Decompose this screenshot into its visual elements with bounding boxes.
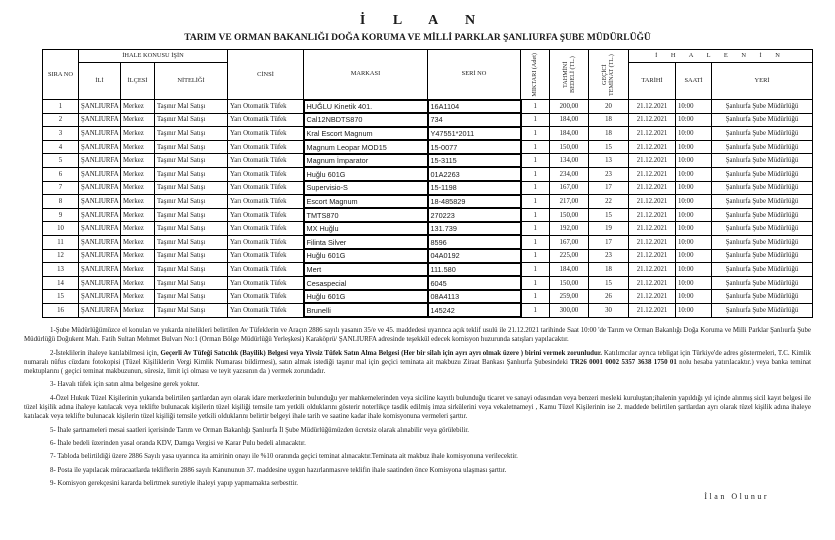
cell-miktari: 1: [521, 167, 550, 181]
cell-ilcesi: Merkez: [121, 181, 155, 195]
cell-cinsi: Yarı Otomatik Tüfek: [228, 113, 304, 127]
cell-ili: ŞANLIURFA: [79, 208, 121, 222]
cell-seri_no: 18-485829: [428, 195, 521, 209]
cell-sira_no: 5: [43, 154, 79, 168]
cell-gecici_teminat: 15: [589, 276, 629, 290]
cell-seri_no: 08A4113: [428, 290, 521, 304]
cell-miktari: 1: [521, 276, 550, 290]
cell-ili: ŞANLIURFA: [79, 154, 121, 168]
cell-miktari: 1: [521, 195, 550, 209]
note-1: [24, 326, 811, 345]
cell-tahmini_bedeli: 184,00: [550, 113, 589, 127]
cell-gecici_teminat: 20: [589, 100, 629, 114]
note-6: [24, 439, 811, 448]
cell-niteligi: Taşınır Mal Satışı: [155, 113, 228, 127]
cell-miktari: 1: [521, 154, 550, 168]
cell-yeri: Şanlıurfa Şube Müdürlüğü: [712, 249, 813, 263]
cell-markasi: Magnum İmparator: [304, 154, 428, 168]
cell-seri_no: 111.580: [428, 263, 521, 277]
cell-markasi: Kral Escort Magnum: [304, 127, 428, 141]
cell-seri_no: 131.739: [428, 222, 521, 236]
cell-miktari: 1: [521, 100, 550, 114]
cell-saati: 10:00: [676, 100, 712, 114]
cell-seri_no: 16A1104: [428, 100, 521, 114]
cell-markasi: Huğlu 601G: [304, 290, 428, 304]
cell-seri_no: 6045: [428, 276, 521, 290]
cell-tarihi: 21.12.2021: [629, 140, 676, 154]
cell-markasi: Huğlu 601G: [304, 167, 428, 181]
cell-cinsi: Yarı Otomatik Tüfek: [228, 154, 304, 168]
cell-cinsi: Yarı Otomatik Tüfek: [228, 140, 304, 154]
col-header-niteligi: NİTELİĞİ: [155, 63, 228, 100]
cell-ili: ŞANLIURFA: [79, 127, 121, 141]
cell-tahmini_bedeli: 300,00: [550, 303, 589, 317]
note-text: 3- Havalı tüfek için satın alma belgesine gerek yoktur.: [50, 381, 200, 389]
cell-gecici_teminat: 23: [589, 249, 629, 263]
cell-saati: 10:00: [676, 127, 712, 141]
col-group-ihale-konusu: İHALE KONUSU İŞİN: [79, 50, 228, 63]
cell-tahmini_bedeli: 259,00: [550, 290, 589, 304]
cell-yeri: Şanlıurfa Şube Müdürlüğü: [712, 113, 813, 127]
table-row: [43, 100, 813, 114]
table-row: [43, 208, 813, 222]
note-text: 8- Posta ile yapılacak müracaatlarda tekliflerin 2886 sayılı Kanununun 37. maddesine uygun hazırlanmasıve teklifin ihale saatinden önce Komisyona ulaşması şarttır.: [50, 466, 507, 474]
cell-miktari: 1: [521, 208, 550, 222]
cell-ili: ŞANLIURFA: [79, 249, 121, 263]
cell-cinsi: Yarı Otomatik Tüfek: [228, 100, 304, 114]
note-text: 1-Şube Müdürlüğümüzce el konulan ve yukarda nitelikleri belirtilen Av Tüfeklerin ve Araçın 2886 sayılı yasanın 35/e ve 45. maddedesi uyarınca açık teklif usulü ile 21.12.2021 tarihinde Saat 10:00 'de Tarım ve Orman Bakanlığı Doğa Koruma ve Milli Parklar Şanlıurfa Şube Müdürlüğü Doğukent Mah. Fatih Sultan Mehmet Bulvarı No:1 (Orman Bölge Müdürlüğü Yerleşkesi) Karaköprü/ ŞANLIURFA adresinde teşekkül edecek komisyon huzurunda satışları yapılacaktır.: [24, 327, 811, 344]
table-header: [43, 50, 813, 100]
cell-niteligi: Taşınır Mal Satışı: [155, 127, 228, 141]
cell-saati: 10:00: [676, 303, 712, 317]
cell-ili: ŞANLIURFA: [79, 181, 121, 195]
cell-tarihi: 21.12.2021: [629, 208, 676, 222]
cell-niteligi: Taşınır Mal Satışı: [155, 276, 228, 290]
cell-miktari: 1: [521, 263, 550, 277]
table-row: [43, 195, 813, 209]
cell-saati: 10:00: [676, 263, 712, 277]
cell-ili: ŞANLIURFA: [79, 276, 121, 290]
cell-gecici_teminat: 18: [589, 113, 629, 127]
note-text: Katılımcılar ayrıca tebligat için Türkiye'de adres göstermeleri, T.C. Kimlik numaralı nüfus cüzdanı fotokopisi (Tüzel Kişiliklerin Vergi Kimlik Numarası bildirmesi), satın almak istediği taşınır mal için geçici teminata ait makbuzu Ziraat Bankası Şanlıurfa Şubesindeki: [24, 349, 811, 366]
cell-seri_no: Y47551*2011: [428, 127, 521, 141]
cell-markasi: Escort Magnum: [304, 195, 428, 209]
cell-sira_no: 6: [43, 167, 79, 181]
cell-sira_no: 1: [43, 100, 79, 114]
cell-tahmini_bedeli: 200,00: [550, 100, 589, 114]
cell-sira_no: 8: [43, 195, 79, 209]
cell-yeri: Şanlıurfa Şube Müdürlüğü: [712, 140, 813, 154]
cell-ilcesi: Merkez: [121, 195, 155, 209]
cell-tarihi: 21.12.2021: [629, 113, 676, 127]
cell-gecici_teminat: 15: [589, 140, 629, 154]
note-text: 2-İsteklilerin ihaleye katılabilmesi için,: [50, 349, 161, 357]
cell-cinsi: Yarı Otomatik Tüfek: [228, 181, 304, 195]
note-text: 6- İhale bedeli üzerinden yasal oranda KDV, Damga Vergisi ve Karar Pulu bedeli alınacaktır.: [50, 439, 306, 447]
cell-niteligi: Taşınır Mal Satışı: [155, 140, 228, 154]
cell-yeri: Şanlıurfa Şube Müdürlüğü: [712, 235, 813, 249]
cell-ilcesi: Merkez: [121, 154, 155, 168]
cell-miktari: 1: [521, 113, 550, 127]
cell-markasi: Cal12NBDTS870: [304, 113, 428, 127]
cell-ili: ŞANLIURFA: [79, 303, 121, 317]
cell-tarihi: 21.12.2021: [629, 303, 676, 317]
cell-yeri: Şanlıurfa Şube Müdürlüğü: [712, 127, 813, 141]
closing-statement: İlan Olunur: [704, 492, 769, 502]
cell-gecici_teminat: 23: [589, 167, 629, 181]
cell-niteligi: Taşınır Mal Satışı: [155, 263, 228, 277]
cell-saati: 10:00: [676, 181, 712, 195]
cell-tarihi: 21.12.2021: [629, 181, 676, 195]
cell-sira_no: 2: [43, 113, 79, 127]
cell-tarihi: 21.12.2021: [629, 263, 676, 277]
cell-yeri: Şanlıurfa Şube Müdürlüğü: [712, 181, 813, 195]
cell-markasi: Magnum Leopar MOD15: [304, 140, 428, 154]
cell-ilcesi: Merkez: [121, 263, 155, 277]
cell-tahmini_bedeli: 234,00: [550, 167, 589, 181]
cell-gecici_teminat: 18: [589, 127, 629, 141]
cell-seri_no: 734: [428, 113, 521, 127]
miktari-vertical-label: MIKTARI (Adet): [531, 52, 539, 97]
cell-yeri: Şanlıurfa Şube Müdürlüğü: [712, 208, 813, 222]
table-row: [43, 113, 813, 127]
cell-yeri: Şanlıurfa Şube Müdürlüğü: [712, 303, 813, 317]
cell-ilcesi: Merkez: [121, 167, 155, 181]
cell-yeri: Şanlıurfa Şube Müdürlüğü: [712, 276, 813, 290]
cell-ili: ŞANLIURFA: [79, 113, 121, 127]
cell-ilcesi: Merkez: [121, 208, 155, 222]
cell-saati: 10:00: [676, 113, 712, 127]
cell-ilcesi: Merkez: [121, 100, 155, 114]
cell-tahmini_bedeli: 192,00: [550, 222, 589, 236]
cell-gecici_teminat: 17: [589, 181, 629, 195]
cell-gecici_teminat: 13: [589, 154, 629, 168]
cell-miktari: 1: [521, 140, 550, 154]
cell-niteligi: Taşınır Mal Satışı: [155, 249, 228, 263]
cell-gecici_teminat: 17: [589, 235, 629, 249]
cell-markasi: Filinta Silver: [304, 235, 428, 249]
note-text: 4-Özel Hukuk Tüzel Kişilerinin yukarıda belirtilen şartlardan ayrı olarak idare merkezlerinin bulunduğu yer mahkemelerinden veya siciline kayıtlı bulunduğu ticaret ve sanayi odasından veya benzeri mesleki kuruluştan;ihalenin yapıldığı yıl içinde alınmış sicil kayıt belgesi ile tüzel kişilik adına ihaleye katılacak veya teklifte bulunacak kişilerin tüzel kişiliği temsile tam yetkili olduklarını gösterir noterlikçe tasdik edilmiş imza sirkülerini veya vekaletnameyi , Kamu Tüzel Kişilerinin ise 2. maddede belirtilen şartlardan ayrı olarak tüzel kişilik adına ihaleye katılacak veya teklifte bulunacak kişilerin tüzel kişiliği temsile yetkili olduklarını belirtir belgeyi ihale tarih ve saatine kadar ihale komisyonuna vermeleri şarttır.: [24, 394, 811, 421]
cell-seri_no: 8596: [428, 235, 521, 249]
page-subtitle: TARIM VE ORMAN BAKANLIĞI DOĞA KORUMA VE MİLLİ PARKLAR ŞANLIURFA ŞUBE MÜDÜRLÜĞÜ: [184, 33, 651, 43]
note-bold-text: Geçerli Av Tüfeği Satıcılık (Bayilik) Belgesi veya Yivsiz Tüfek Satın Alma Belgesi (Her bir silah için ayrı ayrı olmak üzere ) birini vermek zorunludur.: [160, 349, 602, 357]
cell-tarihi: 21.12.2021: [629, 235, 676, 249]
cell-cinsi: Yarı Otomatik Tüfek: [228, 127, 304, 141]
cell-ilcesi: Merkez: [121, 127, 155, 141]
cell-sira_no: 15: [43, 290, 79, 304]
cell-niteligi: Taşınır Mal Satışı: [155, 222, 228, 236]
cell-seri_no: 15-3115: [428, 154, 521, 168]
cell-tahmini_bedeli: 184,00: [550, 127, 589, 141]
table-row: [43, 181, 813, 195]
cell-ili: ŞANLIURFA: [79, 235, 121, 249]
cell-yeri: Şanlıurfa Şube Müdürlüğü: [712, 290, 813, 304]
cell-sira_no: 14: [43, 276, 79, 290]
cell-saati: 10:00: [676, 235, 712, 249]
cell-saati: 10:00: [676, 276, 712, 290]
cell-ilcesi: Merkez: [121, 249, 155, 263]
page-title: İ L A N: [359, 13, 488, 28]
gecici-vertical-label: GEÇİCİ TEMİNAT (TL.): [601, 53, 616, 96]
note-4: [24, 394, 811, 422]
cell-sira_no: 13: [43, 263, 79, 277]
cell-yeri: Şanlıurfa Şube Müdürlüğü: [712, 222, 813, 236]
cell-niteligi: Taşınır Mal Satışı: [155, 100, 228, 114]
cell-saati: 10:00: [676, 290, 712, 304]
cell-miktari: 1: [521, 303, 550, 317]
col-header-sira-no: SIRA NO: [43, 50, 79, 100]
cell-gecici_teminat: 26: [589, 290, 629, 304]
cell-saati: 10:00: [676, 249, 712, 263]
note-text: 9- Komisyon gerekçesini kararda belirtmek suretiyle ihaleyi yapıp yapmamakta serbesttir.: [50, 479, 298, 487]
cell-niteligi: Taşınır Mal Satışı: [155, 154, 228, 168]
cell-tarihi: 21.12.2021: [629, 127, 676, 141]
col-header-saati: SAATİ: [676, 63, 712, 100]
cell-sira_no: 12: [43, 249, 79, 263]
cell-gecici_teminat: 19: [589, 222, 629, 236]
cell-ilcesi: Merkez: [121, 290, 155, 304]
cell-markasi: Huğlu 601G: [304, 249, 428, 263]
cell-gecici_teminat: 22: [589, 195, 629, 209]
cell-tahmini_bedeli: 150,00: [550, 208, 589, 222]
cell-markasi: MX Huğlu: [304, 222, 428, 236]
cell-ili: ŞANLIURFA: [79, 290, 121, 304]
cell-cinsi: Yarı Otomatik Tüfek: [228, 276, 304, 290]
cell-ilcesi: Merkez: [121, 235, 155, 249]
cell-yeri: Şanlıurfa Şube Müdürlüğü: [712, 154, 813, 168]
cell-yeri: Şanlıurfa Şube Müdürlüğü: [712, 195, 813, 209]
cell-cinsi: Yarı Otomatik Tüfek: [228, 249, 304, 263]
note-8: [24, 466, 811, 475]
table-row: [43, 263, 813, 277]
cell-tahmini_bedeli: 150,00: [550, 140, 589, 154]
cell-miktari: 1: [521, 222, 550, 236]
cell-cinsi: Yarı Otomatik Tüfek: [228, 235, 304, 249]
cell-yeri: Şanlıurfa Şube Müdürlüğü: [712, 167, 813, 181]
note-7: [24, 452, 811, 461]
cell-markasi: Brunelli: [304, 303, 428, 317]
note-2: [24, 349, 811, 377]
table-row: [43, 167, 813, 181]
table-row: [43, 249, 813, 263]
col-header-markasi: MARKASI: [304, 50, 428, 100]
note-text: 5- İhale şartnameleri mesai saatleri içerisinde Tarım ve Orman Bakanlığı Şanlıurfa İl Şube Müdürlüğümüzden ücretsiz olarak alınabilir veya görülebilir.: [50, 426, 470, 434]
cell-tahmini_bedeli: 217,00: [550, 195, 589, 209]
cell-ilcesi: Merkez: [121, 222, 155, 236]
cell-yeri: Şanlıurfa Şube Müdürlüğü: [712, 263, 813, 277]
cell-cinsi: Yarı Otomatik Tüfek: [228, 195, 304, 209]
cell-ilcesi: Merkez: [121, 140, 155, 154]
table-row: [43, 235, 813, 249]
cell-ilcesi: Merkez: [121, 276, 155, 290]
cell-tahmini_bedeli: 167,00: [550, 235, 589, 249]
auction-table: [42, 49, 813, 318]
note-3: [24, 380, 811, 389]
cell-seri_no: 15-0077: [428, 140, 521, 154]
table-row: [43, 140, 813, 154]
cell-miktari: 1: [521, 290, 550, 304]
cell-niteligi: Taşınır Mal Satışı: [155, 195, 228, 209]
cell-sira_no: 9: [43, 208, 79, 222]
cell-saati: 10:00: [676, 167, 712, 181]
cell-yeri: Şanlıurfa Şube Müdürlüğü: [712, 100, 813, 114]
cell-seri_no: 270223: [428, 208, 521, 222]
cell-markasi: Mert: [304, 263, 428, 277]
cell-niteligi: Taşınır Mal Satışı: [155, 290, 228, 304]
table-row: [43, 154, 813, 168]
cell-tahmini_bedeli: 134,00: [550, 154, 589, 168]
cell-markasi: TMTS870: [304, 208, 428, 222]
cell-sira_no: 3: [43, 127, 79, 141]
note-text: nolu hesaba yatırılacaktır.) veya banka teminat mektuplarını ( geçici teminat makbuzunun, süresiz, limit içi olması ve teyit yazısının da ) vermek zorundadır.: [24, 358, 811, 376]
cell-cinsi: Yarı Otomatik Tüfek: [228, 222, 304, 236]
cell-sira_no: 11: [43, 235, 79, 249]
col-header-yeri: YERİ: [712, 63, 813, 100]
cell-gecici_teminat: 18: [589, 263, 629, 277]
cell-cinsi: Yarı Otomatik Tüfek: [228, 303, 304, 317]
cell-cinsi: Yarı Otomatik Tüfek: [228, 167, 304, 181]
table-row: [43, 276, 813, 290]
cell-saati: 10:00: [676, 208, 712, 222]
cell-tarihi: 21.12.2021: [629, 290, 676, 304]
cell-miktari: 1: [521, 181, 550, 195]
cell-ili: ŞANLIURFA: [79, 100, 121, 114]
cell-tarihi: 21.12.2021: [629, 195, 676, 209]
cell-sira_no: 4: [43, 140, 79, 154]
cell-tarihi: 21.12.2021: [629, 222, 676, 236]
col-header-tahmini-bedeli: [550, 50, 589, 100]
cell-ilcesi: Merkez: [121, 113, 155, 127]
notes: [24, 326, 811, 488]
cell-seri_no: 04A0192: [428, 249, 521, 263]
cell-ili: ŞANLIURFA: [79, 167, 121, 181]
cell-tarihi: 21.12.2021: [629, 167, 676, 181]
cell-markasi: Cesaspecial: [304, 276, 428, 290]
col-header-seri-no: SERİ NO: [428, 50, 521, 100]
note-5: [24, 426, 811, 435]
note-bold-text: TR26 0001 0002 5357 3638 1750 01: [570, 358, 677, 366]
col-header-gecici-teminat: [589, 50, 629, 100]
col-header-miktari: [521, 50, 550, 100]
cell-tahmini_bedeli: 150,00: [550, 276, 589, 290]
col-header-ilcesi: İLÇESİ: [121, 63, 155, 100]
cell-tahmini_bedeli: 167,00: [550, 181, 589, 195]
cell-seri_no: 145242: [428, 303, 521, 317]
col-header-tarihi: TARİHİ: [629, 63, 676, 100]
cell-tarihi: 21.12.2021: [629, 100, 676, 114]
cell-markasi: Supervisio-S: [304, 181, 428, 195]
cell-sira_no: 7: [43, 181, 79, 195]
cell-ili: ŞANLIURFA: [79, 195, 121, 209]
cell-seri_no: 15-1198: [428, 181, 521, 195]
cell-tarihi: 21.12.2021: [629, 249, 676, 263]
cell-saati: 10:00: [676, 222, 712, 236]
table-row: [43, 222, 813, 236]
cell-gecici_teminat: 15: [589, 208, 629, 222]
cell-sira_no: 10: [43, 222, 79, 236]
cell-cinsi: Yarı Otomatik Tüfek: [228, 290, 304, 304]
table-row: [43, 290, 813, 304]
cell-seri_no: 01A2263: [428, 167, 521, 181]
col-header-cinsi: CİNSİ: [228, 50, 304, 100]
cell-niteligi: Taşınır Mal Satışı: [155, 167, 228, 181]
cell-sira_no: 16: [43, 303, 79, 317]
cell-ili: ŞANLIURFA: [79, 222, 121, 236]
note-9: [24, 479, 811, 488]
cell-tarihi: 21.12.2021: [629, 154, 676, 168]
tahmini-vertical-label: TAHMİNİ BEDELİ (TL.): [561, 56, 576, 93]
cell-ili: ŞANLIURFA: [79, 263, 121, 277]
table-body: [43, 100, 813, 318]
table-row: [43, 303, 813, 317]
cell-cinsi: Yarı Otomatik Tüfek: [228, 208, 304, 222]
cell-saati: 10:00: [676, 195, 712, 209]
cell-niteligi: Taşınır Mal Satışı: [155, 303, 228, 317]
cell-markasi: HUĞLU Kinetik 401.: [304, 100, 428, 114]
table-row: [43, 127, 813, 141]
cell-ili: ŞANLIURFA: [79, 140, 121, 154]
cell-niteligi: Taşınır Mal Satışı: [155, 208, 228, 222]
cell-miktari: 1: [521, 249, 550, 263]
cell-ilcesi: Merkez: [121, 303, 155, 317]
cell-saati: 10:00: [676, 140, 712, 154]
cell-niteligi: Taşınır Mal Satışı: [155, 235, 228, 249]
cell-tahmini_bedeli: 225,00: [550, 249, 589, 263]
cell-niteligi: Taşınır Mal Satışı: [155, 181, 228, 195]
col-header-ili: İLİ: [79, 63, 121, 100]
cell-tahmini_bedeli: 184,00: [550, 263, 589, 277]
col-group-ihalenin: İ H A L E N İ N: [629, 50, 813, 63]
note-text: 7- Tabloda belirtildiği üzere 2886 Sayılı yasa uyarınca ita amirinin onayı ile %10 oranında geçici teminat alınacaktır.Teminata ait makbuz ihale komisyonuna verilecektir.: [50, 453, 518, 461]
cell-cinsi: Yarı Otomatik Tüfek: [228, 263, 304, 277]
cell-saati: 10:00: [676, 154, 712, 168]
cell-miktari: 1: [521, 127, 550, 141]
cell-tarihi: 21.12.2021: [629, 276, 676, 290]
cell-gecici_teminat: 30: [589, 303, 629, 317]
cell-miktari: 1: [521, 235, 550, 249]
